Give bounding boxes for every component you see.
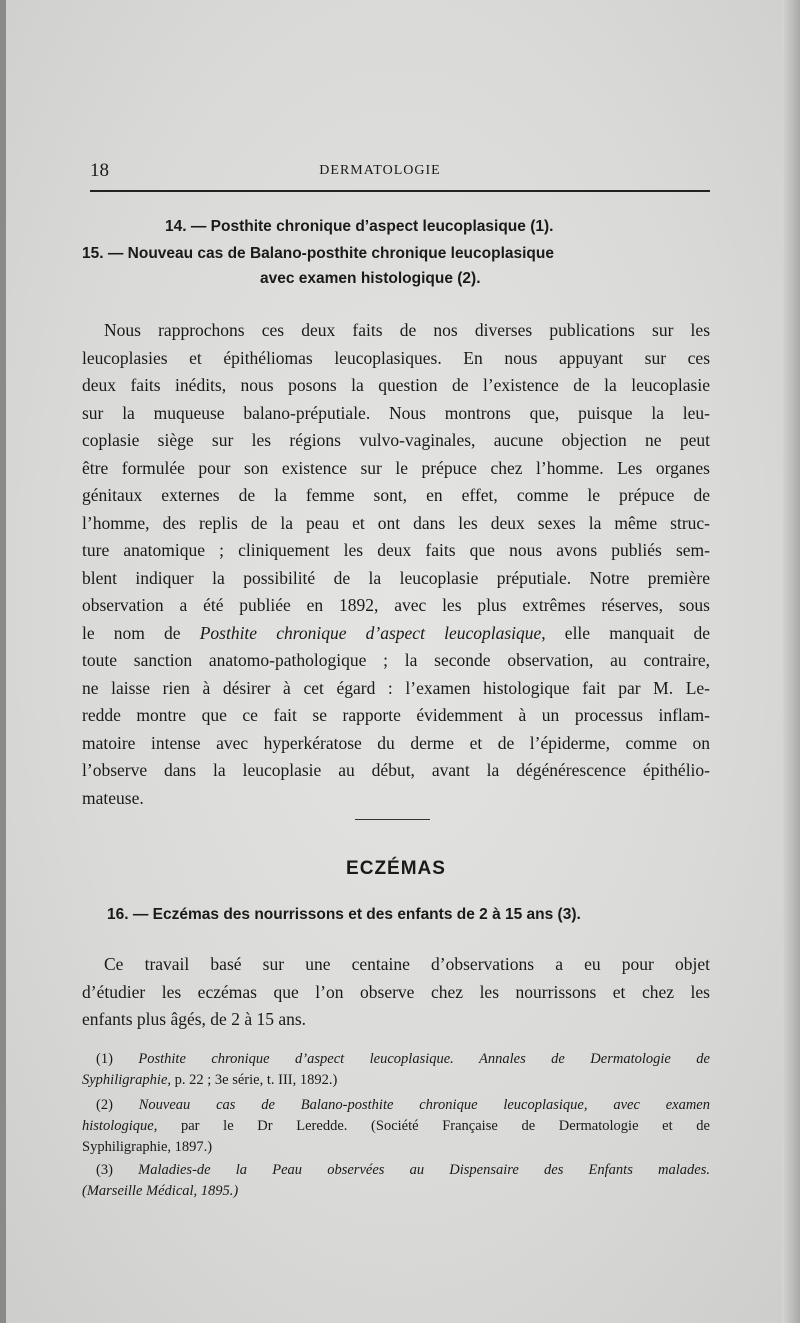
text-line: génitaux externes de la femme sont, en effet, comme le prépuce de — [82, 485, 710, 505]
footnote-line — [82, 1181, 710, 1202]
page-left-edge — [0, 0, 6, 1323]
text-line: deux faits inédits, nous posons la question de l’existence de la leucoplasie — [82, 375, 710, 395]
footnote-marker: (1) — [96, 1051, 139, 1067]
text-line: mateuse. — [82, 787, 144, 808]
text-line: matoire intense avec hyperkératose du derme et de l’épiderme, comme on — [82, 732, 710, 753]
footnote-journal: (Marseille Médical, 1895.) — [82, 1183, 239, 1199]
running-title: DERMATOLOGIE — [319, 163, 441, 178]
text-line: l’observe dans la leucoplasie au début, avant la dégénérescence épithélio- — [82, 760, 710, 780]
page-number: 18 — [90, 160, 109, 181]
paragraph-1 — [82, 317, 710, 812]
heading-16: 16. — Eczémas des nourrissons et des enfants de 2 à 15 ans (3). — [107, 906, 581, 923]
text-line-mixed — [82, 620, 710, 648]
section-separator — [355, 819, 430, 820]
text-line: ne laisse rien à désirer à cet égard : l’examen histologique fait par M. Le- — [82, 677, 710, 698]
footnote-details: par le Dr Leredde. (Société Française de Dermatologie et de — [157, 1118, 710, 1134]
footnote-citation-cont: histologique, — [82, 1118, 158, 1134]
footnote-line — [82, 1049, 710, 1070]
footnote-journal: Syphiligraphie, — [82, 1072, 172, 1088]
text-fragment: le nom de — [82, 622, 200, 643]
text-line: toute sanction anatomo-pathologique ; la seconde observation, au contraire, — [82, 650, 710, 670]
paragraph-2 — [82, 951, 710, 1034]
heading-15-line1: 15. — Nouveau cas de Balano-posthite chronique leucoplasique — [82, 245, 554, 262]
text-fragment: elle manquait de — [545, 622, 710, 643]
section-title: ECZÉMAS — [346, 858, 446, 879]
text-line: d’étudier les eczémas que l’on observe chez les nourrissons et chez les — [82, 981, 710, 1002]
footnote-citation: Nouveau cas de Balano-posthite chronique leucoplasique, avec examen — [138, 1097, 710, 1113]
heading-15-line2: avec examen histologique (2). — [260, 270, 481, 287]
header-rule — [90, 190, 710, 192]
text-line: Ce travail basé sur une centaine d’observations a eu pour objet — [104, 954, 710, 974]
footnote-3 — [82, 1160, 710, 1202]
text-line: leucoplasies et épithéliomas leucoplasiques. En nous appuyant sur ces — [82, 347, 710, 368]
text-line: coplasie siège sur les régions vulvo-vaginales, aucune objection ne peut — [82, 430, 710, 450]
footnote-line — [82, 1070, 710, 1091]
footnote-citation: Maladies-de la Peau observées au Dispensaire des Enfants malades. — [138, 1162, 710, 1178]
footnote-2 — [82, 1095, 710, 1158]
footnote-line — [82, 1095, 710, 1116]
footnote-details: p. 22 ; 3e série, t. III, 1892.) — [171, 1072, 338, 1088]
footnote-1 — [82, 1049, 710, 1091]
footnote-marker: (3) — [96, 1162, 139, 1178]
footnote-citation: Posthite chronique d’aspect leucoplasique. Annales de Dermatologie de — [138, 1051, 710, 1067]
text-line: ture anatomique ; cliniquement les deux faits que nous avons publiés sem- — [82, 540, 710, 560]
heading-14: 14. — Posthite chronique d’aspect leucoplasique (1). — [165, 218, 554, 235]
text-line: enfants plus âgés, de 2 à 15 ans. — [82, 1009, 307, 1029]
footnote-line — [82, 1160, 710, 1181]
text-line: redde montre que ce fait se rapporte évidemment à un processus inflam- — [82, 705, 710, 725]
text-line: être formulée pour son existence sur le prépuce chez l’homme. Les organes — [82, 457, 710, 478]
text-line: Nous rapprochons ces deux faits de nos diverses publications sur les — [104, 320, 710, 340]
footnote-marker: (2) — [96, 1097, 139, 1113]
italic-title: Posthite chronique d’aspect leucoplasique, — [199, 622, 546, 643]
footnote-line — [82, 1116, 710, 1137]
text-line: observation a été publiée en 1892, avec les plus extrêmes réserves, sous — [82, 595, 710, 615]
text-line: l’homme, des replis de la peau et ont dans les deux sexes la même struc- — [82, 512, 710, 533]
text-line: sur la muqueuse balano-préputiale. Nous montrons que, puisque la leu- — [82, 402, 710, 423]
footnote-line: Syphiligraphie, 1897.) — [82, 1139, 213, 1155]
page-header — [90, 160, 710, 182]
text-line: blent indiquer la possibilité de la leucoplasie préputiale. Notre première — [82, 567, 710, 588]
page-right-edge — [782, 0, 800, 1323]
